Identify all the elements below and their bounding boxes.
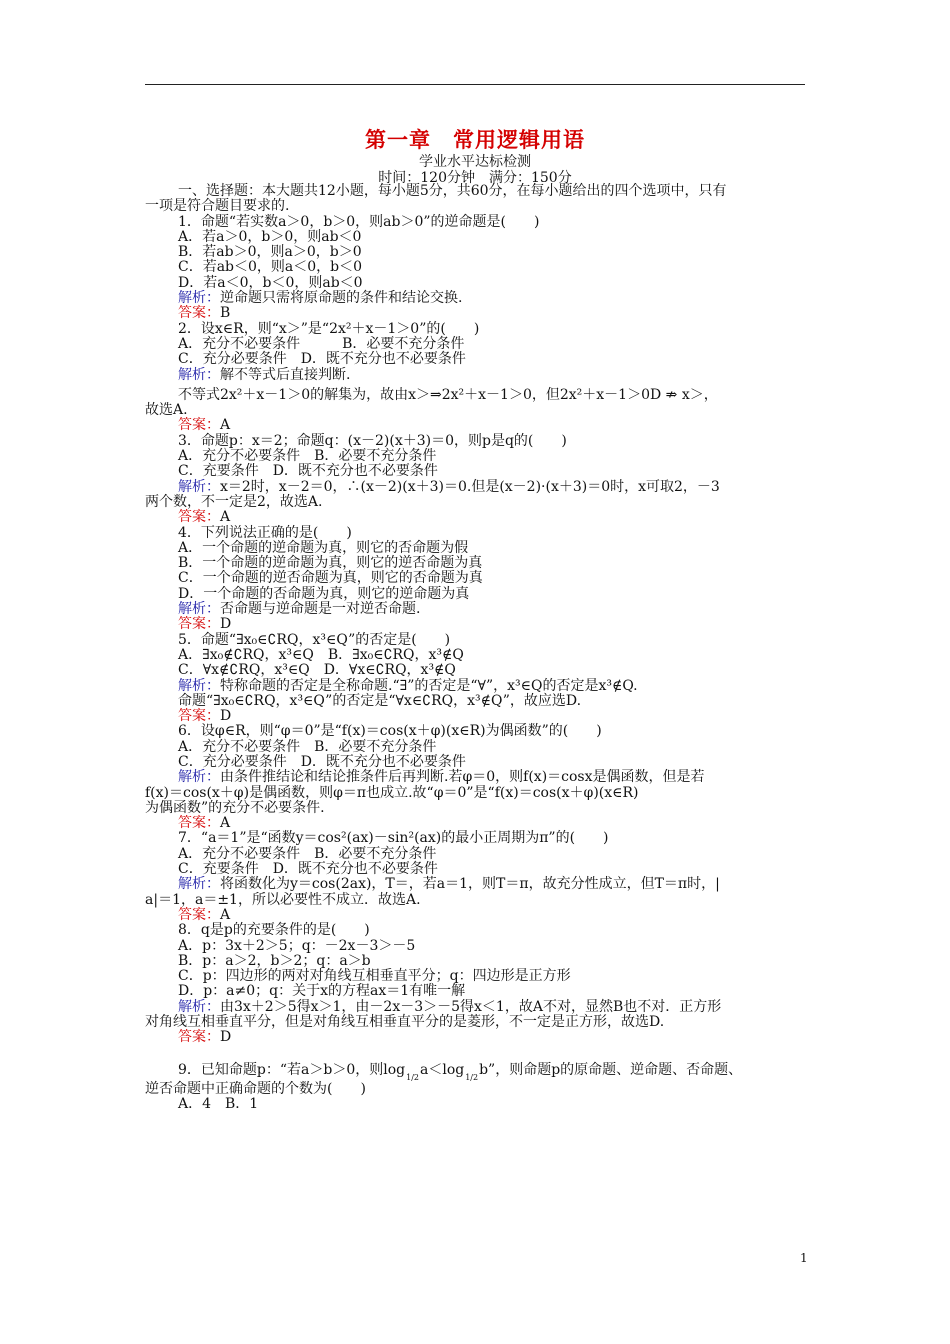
option: C．一个命题的逆否命题为真，则它的否命题为真 <box>178 570 483 587</box>
time-info: 时间：120分钟 满分：150分 <box>378 170 572 186</box>
question-stem: 1．命题“若实数a＞0，b＞0，则ab＞0”的逆命题是( ) <box>178 213 540 230</box>
options-row: A．∃x₀∉∁RQ，x³∈Q B．∃x₀∈∁RQ，x³∉Q <box>178 646 464 663</box>
question-stem: 2．设x∈R，则“x＞”是“2x²＋x－1＞0”的( ) <box>178 320 480 337</box>
answer-line <box>145 617 813 632</box>
analysis-text: 解不等式后直接判断. <box>220 366 351 383</box>
question-stem: 4．下列说法正确的是( ) <box>178 524 352 541</box>
answer-label: 答案： <box>178 509 220 526</box>
analysis-text: 两个数，不一定是2，故选A. <box>145 493 323 510</box>
header-rule <box>145 84 805 85</box>
analysis-label: 解析： <box>178 677 220 694</box>
analysis-line <box>145 1000 813 1015</box>
analysis-text: 特称命题的否定是全称命题.“∃”的否定是“∀”，x³∈Q的否定是x³∉Q. <box>220 677 638 694</box>
analysis-text: 逆命题只需将原命题的条件和结论交换. <box>220 290 463 307</box>
q9-stem-part: b”，则命题p的原命题、逆命题、否命题、 <box>479 1061 743 1078</box>
answer-label: 答案： <box>178 417 220 434</box>
answer-value: B <box>220 305 231 322</box>
analysis-label: 解析： <box>178 366 220 383</box>
answer-label: 答案： <box>178 305 220 322</box>
analysis-label: 解析： <box>178 478 220 495</box>
answer-label: 答案： <box>178 906 220 923</box>
options-row: C．充分必要条件 D．既不充分也不必要条件 <box>178 753 466 770</box>
options-row: C．充要条件 D．既不充分也不必要条件 <box>178 861 438 878</box>
option: A．一个命题的逆命题为真，则它的否命题为假 <box>178 539 469 556</box>
answer-line <box>145 1030 813 1045</box>
answer-label: 答案： <box>178 815 220 832</box>
q9-stem-part: a＜log <box>420 1061 465 1078</box>
analysis-line <box>145 480 813 495</box>
analysis-text: a|＝1，a＝±1，所以必要性不成立．故选A. <box>145 891 421 908</box>
option: C．p：四边形的两对对角线互相垂直平分；q：四边形是正方形 <box>178 968 571 985</box>
answer-value: A <box>220 417 231 434</box>
analysis-text: 不等式2x²＋x－1＞0的解集为，故由x＞⇒2x²＋x－1＞0，但2x²＋x－1＞0D ⇏ x＞， <box>178 386 718 403</box>
analysis-text: 对角线互相垂直平分，但是对角线互相垂直平分的是菱形，不一定是正方形，故选D. <box>145 1014 665 1031</box>
question-stem: 5．命题“∃x₀∈∁RQ，x³∈Q”的否定是( ) <box>178 631 451 648</box>
options-row: A．4 B．1 <box>178 1095 259 1112</box>
intro-line: 一、选择题：本大题共12小题，每小题5分，共60分，在每小题给出的四个选项中，只有 <box>178 183 727 199</box>
analysis-label: 解析： <box>178 876 220 893</box>
page-number: 1 <box>800 1251 808 1265</box>
question-stem: 3．命题p：x＝2；命题q：(x－2)(x＋3)＝0，则p是q的( ) <box>178 432 567 449</box>
analysis-text: 命题“∃x₀∈∁RQ，x³∈Q”的否定是“∀x∈∁RQ，x³∉Q”，故应选D. <box>178 692 582 709</box>
analysis-label: 解析： <box>178 998 220 1015</box>
option: D．若a＜0，b＜0，则ab＜0 <box>178 274 363 291</box>
answer-label: 答案： <box>178 616 220 633</box>
answer-value: D <box>220 616 232 633</box>
question-stem: 6．设φ∈R，则“φ＝0”是“f(x)＝cos(x＋φ)(x∈R)为偶函数”的( ) <box>178 723 602 740</box>
options-row: C．充要条件 D．既不充分也不必要条件 <box>178 463 438 480</box>
answer-line <box>145 510 813 525</box>
answer-label: 答案： <box>178 708 220 725</box>
analysis-text: 由3x＋2＞5得x＞1，由－2x－3＞－5得x＜1，故A不对，显然B也不对．正方形 <box>220 998 722 1015</box>
options-row: C．充分必要条件 D．既不充分也不必要条件 <box>178 351 466 368</box>
option: B．p：a＞2，b＞2；q：a＞b <box>178 952 371 969</box>
question-stem <box>145 1058 813 1082</box>
analysis-text: 否命题与逆命题是一对逆否命题. <box>220 601 421 618</box>
options-row: A．充分不必要条件 B．必要不充分条件 <box>178 845 437 862</box>
log-base-fraction: 1/2 <box>406 1072 419 1082</box>
document-body <box>145 184 813 1112</box>
subtitle: 学业水平达标检测 <box>419 154 531 170</box>
analysis-text: 为偶函数”的充分不必要条件. <box>145 799 325 816</box>
option: C．若ab＜0，则a＜0，b＜0 <box>178 259 363 276</box>
answer-value: A <box>220 815 231 832</box>
question-stem: 7．“a＝1”是“函数y＝cos²(ax)－sin²(ax)的最小正周期为π”的( ) <box>178 830 609 847</box>
analysis-line <box>145 679 813 694</box>
analysis-text: f(x)＝cos(x＋φ)是偶函数，则φ＝π也成立.故“φ＝0”是“f(x)＝cos(x＋φ)(x∈R) <box>145 784 639 801</box>
answer-value: D <box>220 1029 232 1046</box>
option: A．p：3x＋2＞5；q：－2x－3＞－5 <box>178 937 416 954</box>
analysis-text: x＝2时，x－2＝0，∴(x－2)(x＋3)＝0.但是(x－2)·(x＋3)＝0时，x可取2，－3 <box>220 478 720 495</box>
question-stem: 8．q是p的充要条件的是( ) <box>178 922 370 939</box>
chapter-title: 第一章 常用逻辑用语 <box>365 127 585 152</box>
analysis-label: 解析： <box>178 769 220 786</box>
answer-value: A <box>220 509 231 526</box>
analysis-line <box>145 877 813 892</box>
analysis-line <box>145 291 813 306</box>
analysis-line <box>145 770 813 785</box>
answer-line <box>145 908 813 923</box>
analysis-label: 解析： <box>178 290 220 307</box>
answer-value: A <box>220 906 231 923</box>
options-row: C．∀x∉∁RQ，x³∈Q D．∀x∈∁RQ，x³∉Q <box>178 662 456 679</box>
analysis-label: 解析： <box>178 601 220 618</box>
option: D．p：a≠0；q：关于x的方程ax＝1有唯一解 <box>178 983 466 1000</box>
option: B．一个命题的逆命题为真，则它的逆否命题为真 <box>178 555 483 572</box>
answer-label: 答案： <box>178 1029 220 1046</box>
analysis-line <box>145 368 813 383</box>
q9-stem-part: 9．已知命题p：“若a＞b＞0，则log <box>178 1061 406 1078</box>
option: A．若a＞0，b＞0，则ab＜0 <box>178 228 362 245</box>
option: B．若ab＞0，则a＞0，b＞0 <box>178 244 362 261</box>
analysis-text: 故选A. <box>145 402 188 419</box>
options-row: A．充分不必要条件 B．必要不充分条件 <box>178 335 465 352</box>
answer-line <box>145 306 813 321</box>
intro-line: 一项是符合题目要求的. <box>145 198 290 215</box>
analysis-line <box>145 602 813 617</box>
answer-value: D <box>220 708 232 725</box>
log-base-fraction: 1/2 <box>465 1072 479 1082</box>
question-stem: 逆否命题中正确命题的个数为( ) <box>145 1080 366 1097</box>
analysis-text: 将函数化为y＝cos(2ax)，T＝，若a＝1，则T＝π，故充分性成立，但T＝π时，| <box>220 876 720 893</box>
option: D．一个命题的否命题为真，则它的逆命题为真 <box>178 585 470 602</box>
analysis-text: 由条件推结论和结论推条件后再判断.若φ＝0，则f(x)＝cosx是偶函数，但是若 <box>220 769 705 786</box>
options-row: A．充分不必要条件 B．必要不充分条件 <box>178 448 437 465</box>
options-row: A．充分不必要条件 B．必要不充分条件 <box>178 738 437 755</box>
answer-line <box>145 418 813 433</box>
